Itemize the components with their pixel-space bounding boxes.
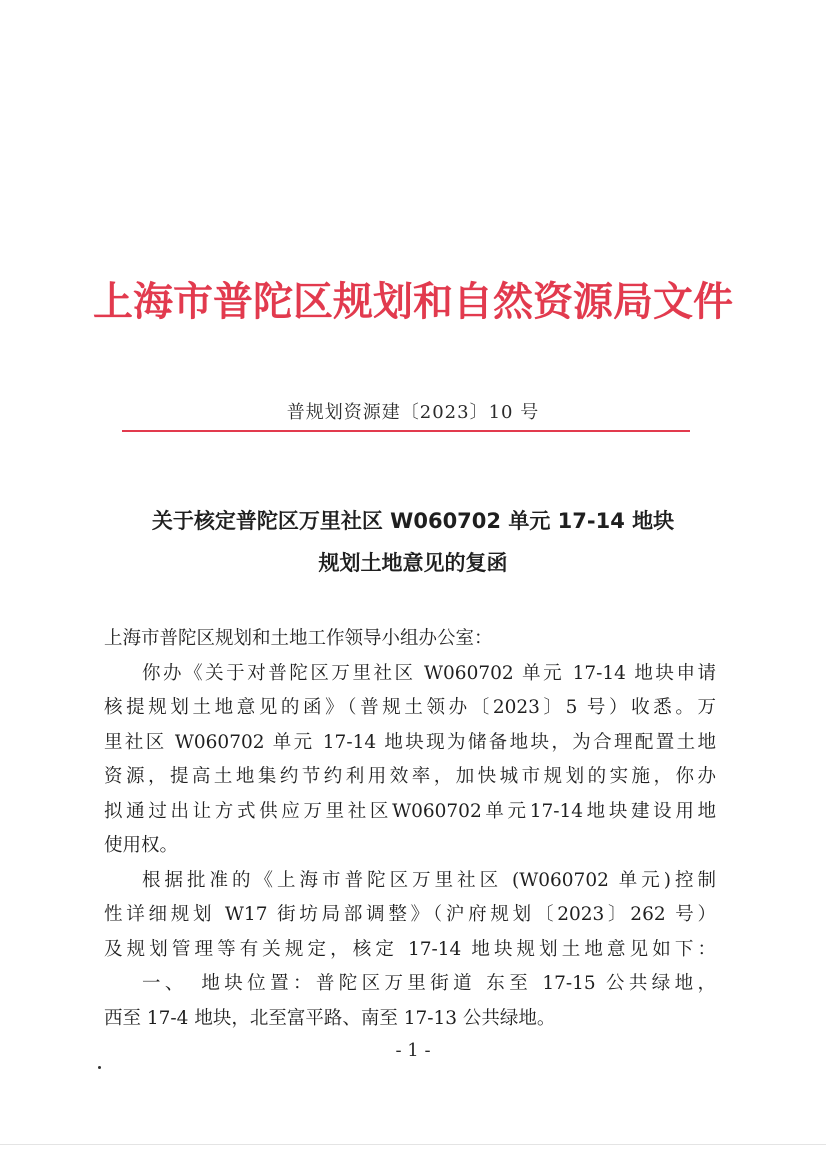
body-line: 一、 地块位置：普陀区万里街道 东至 17-15 公共绿地，	[142, 973, 716, 994]
body-line: 里社区 W060702 单元 17-14 地块现为储备地块，为合理配置土地	[104, 731, 716, 753]
body-line: 核提规划土地意见的函》（普规土领办〔2023〕5 号）收悉。万	[104, 697, 716, 718]
addressee: 上海市普陀区规划和土地工作领导小组办公室：	[104, 628, 493, 649]
body-line: 资源，提高土地集约节约利用效率，加快城市规划的实施，你办	[104, 766, 716, 787]
document-subject	[0, 500, 826, 584]
body-line: 及规划管理等有关规定，核定 17-14 地块规划土地意见如下：	[104, 938, 716, 960]
body-line: 根据批准的《上海市普陀区万里社区 (W060702 单元)控制	[142, 869, 716, 891]
document-number: 普规划资源建〔2023〕10 号	[286, 402, 540, 423]
body-line: 使用权。	[104, 835, 179, 856]
issuing-authority-title: 上海市普陀区规划和自然资源局文件	[93, 279, 733, 325]
subject-line-2: 规划土地意见的复函	[318, 551, 508, 575]
subject-line-1: 关于核定普陀区万里社区 W060702 单元 17-14 地块	[151, 509, 675, 533]
document-body	[104, 622, 716, 1036]
body-line: 西至 17-4 地块，北至富平路、南至 17-13 公共绿地。	[104, 1007, 556, 1029]
body-line: 你办《关于对普陀区万里社区 W060702 单元 17-14 地块申请	[142, 662, 716, 684]
page-number: - 1 -	[395, 1040, 431, 1061]
scan-mark	[98, 1066, 101, 1069]
body-line: 性详细规划 W17 街坊局部调整》（沪府规划〔2023〕262 号）	[104, 904, 716, 925]
body-line: 拟通过出让方式供应万里社区W060702单元17-14地块建设用地	[104, 800, 716, 822]
scan-edge-line	[0, 1144, 826, 1145]
red-divider-line	[122, 430, 690, 432]
